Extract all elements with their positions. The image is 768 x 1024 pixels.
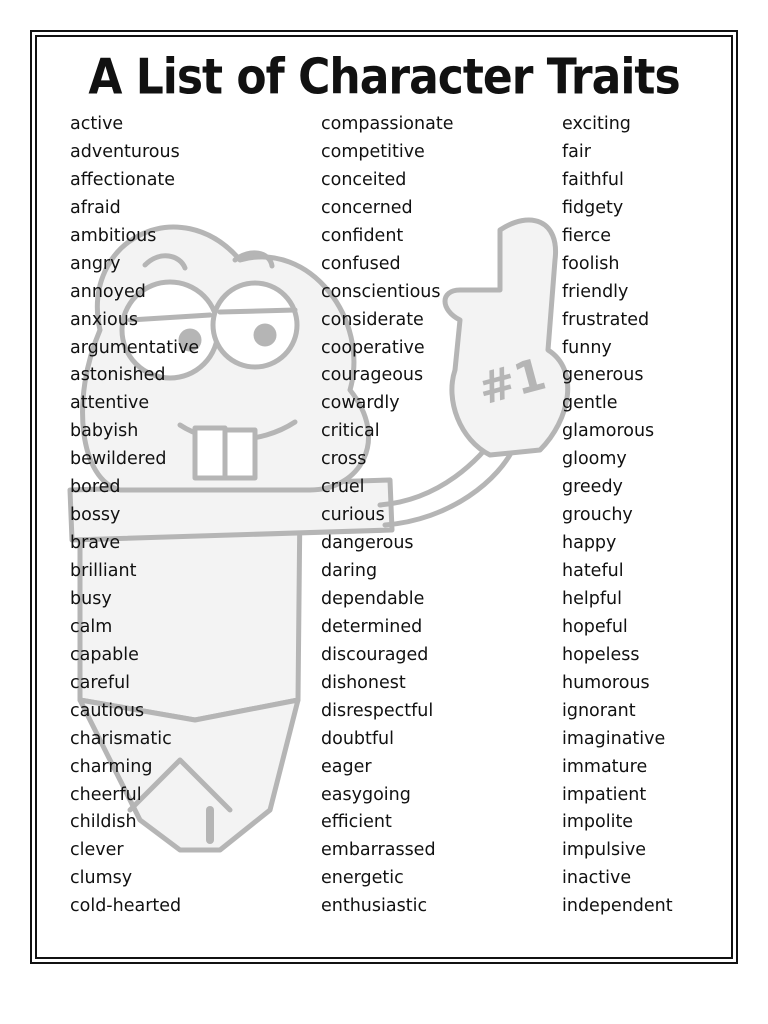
trait-item: impatient <box>562 784 647 805</box>
trait-item: friendly <box>562 281 629 302</box>
trait-item: calm <box>70 616 113 637</box>
trait-item: cross <box>321 449 367 470</box>
trait-item: fierce <box>562 225 611 246</box>
trait-item: gloomy <box>562 449 627 470</box>
trait-item: ignorant <box>562 700 636 721</box>
trait-item: busy <box>70 588 112 609</box>
trait-item: generous <box>562 365 644 386</box>
trait-item: angry <box>70 253 121 274</box>
trait-item: compassionate <box>321 114 454 134</box>
trait-item: conceited <box>321 169 407 190</box>
trait-item: foolish <box>562 253 620 274</box>
trait-column-3 <box>562 111 673 921</box>
trait-item: babyish <box>70 421 139 442</box>
trait-item: hopeless <box>562 644 640 665</box>
trait-item: confused <box>321 253 401 274</box>
trait-item: curious <box>321 505 385 526</box>
trait-item: exciting <box>562 114 631 134</box>
trait-item: enthusiastic <box>321 896 428 917</box>
trait-item: active <box>70 114 124 134</box>
trait-item: frustrated <box>562 309 650 330</box>
trait-item: inactive <box>562 868 632 889</box>
trait-item: clumsy <box>70 868 133 889</box>
trait-item: humorous <box>562 672 650 693</box>
trait-item: determined <box>321 616 423 637</box>
trait-item: hopeful <box>562 616 628 637</box>
trait-item: discouraged <box>321 644 429 665</box>
trait-item: glamorous <box>562 421 655 442</box>
trait-item: fair <box>562 141 591 162</box>
trait-item: funny <box>562 337 612 358</box>
trait-item: dishonest <box>321 672 406 693</box>
trait-item: faithful <box>562 169 624 190</box>
svg-text:#1: #1 <box>472 348 552 416</box>
trait-item: grouchy <box>562 505 633 526</box>
trait-item: doubtful <box>321 728 394 749</box>
trait-item: bossy <box>70 505 121 526</box>
trait-item: careful <box>70 672 131 693</box>
trait-item: astonished <box>70 365 166 386</box>
trait-item: easygoing <box>321 784 411 805</box>
trait-item: annoyed <box>70 281 146 302</box>
trait-item: cruel <box>321 477 365 498</box>
trait-item: attentive <box>70 393 150 414</box>
trait-item: considerate <box>321 309 424 330</box>
trait-item: fidgety <box>562 197 624 218</box>
trait-item: brilliant <box>70 561 137 581</box>
trait-item: hateful <box>562 561 624 581</box>
trait-item: anxious <box>70 309 138 330</box>
trait-item: independent <box>562 896 673 917</box>
trait-item: dependable <box>321 588 425 609</box>
trait-item: competitive <box>321 141 425 162</box>
trait-item: gentle <box>562 393 618 414</box>
trait-item: cowardly <box>321 393 400 414</box>
trait-item: confident <box>321 225 404 246</box>
trait-item: adventurous <box>70 141 180 162</box>
trait-item: bored <box>70 477 121 498</box>
trait-item: disrespectful <box>321 700 434 721</box>
trait-item: capable <box>70 644 139 665</box>
trait-item: bewildered <box>70 449 167 470</box>
trait-item: brave <box>70 533 121 554</box>
trait-column-1 <box>70 111 199 921</box>
trait-item: dangerous <box>321 533 414 554</box>
trait-item: efficient <box>321 812 392 833</box>
trait-item: argumentative <box>70 337 200 358</box>
trait-item: affectionate <box>70 169 176 190</box>
trait-item: charismatic <box>70 728 172 749</box>
trait-item: cautious <box>70 700 145 721</box>
trait-item: impulsive <box>562 840 647 861</box>
trait-item: concerned <box>321 197 413 218</box>
trait-item: childish <box>70 812 137 833</box>
trait-item: greedy <box>562 477 623 498</box>
trait-item: afraid <box>70 197 121 218</box>
trait-item: cheerful <box>70 784 142 805</box>
trait-item: embarrassed <box>321 840 436 861</box>
trait-item: cold-hearted <box>70 896 182 917</box>
trait-item: impolite <box>562 812 634 833</box>
trait-item: courageous <box>321 365 424 386</box>
trait-item: clever <box>70 840 124 861</box>
trait-item: ambitious <box>70 225 157 246</box>
trait-item: happy <box>562 533 617 554</box>
trait-item: immature <box>562 756 648 777</box>
trait-item: daring <box>321 561 378 581</box>
trait-column-2 <box>321 111 453 921</box>
trait-item: cooperative <box>321 337 425 358</box>
trait-item: conscientious <box>321 281 441 302</box>
trait-item: critical <box>321 421 380 442</box>
trait-item: imaginative <box>562 728 666 749</box>
trait-item: helpful <box>562 588 622 609</box>
trait-item: charming <box>70 756 153 777</box>
trait-item: eager <box>321 756 372 777</box>
page-title: A List of Character Traits <box>88 48 680 106</box>
trait-item: energetic <box>321 868 404 889</box>
